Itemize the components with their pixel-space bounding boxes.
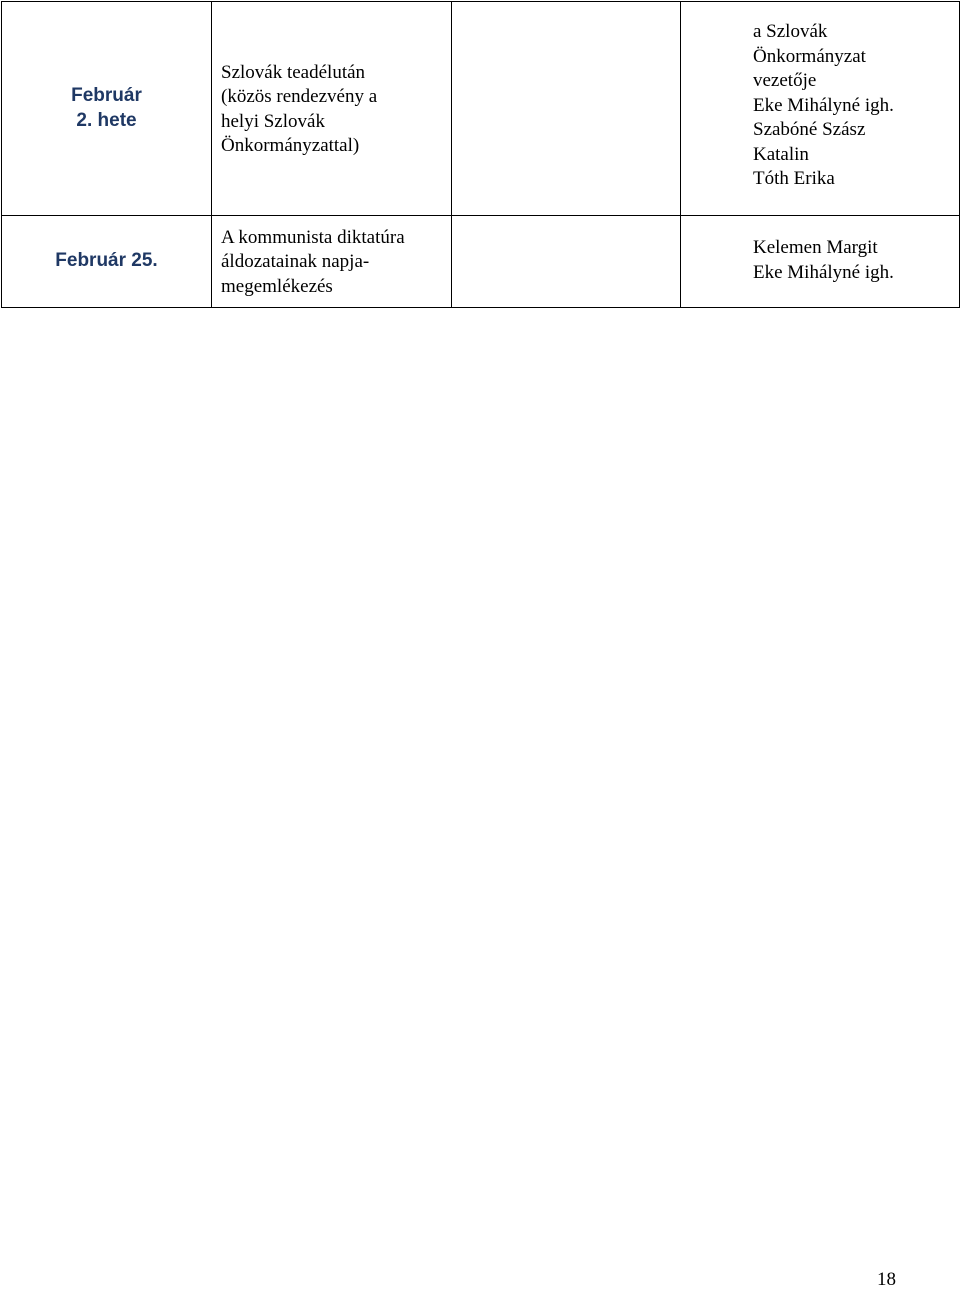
event-line: Önkormányzattal) [221, 135, 360, 156]
event-line: A kommunista diktatúra [221, 226, 405, 248]
date-cell [2, 216, 212, 308]
responsible-cell [681, 216, 960, 308]
event-line: helyi Szlovák [221, 110, 325, 132]
responsible-line: Tóth Erika [753, 168, 835, 189]
responsible-line: Eke Mihályné igh. [753, 261, 894, 283]
date-cell [2, 2, 212, 216]
table-row [2, 216, 960, 308]
responsible-line: Eke Mihályné igh. [753, 94, 894, 116]
responsible-line: Katalin [753, 143, 809, 165]
event-line: áldozatainak napja- [221, 251, 370, 273]
date-line: Február 25. [55, 250, 158, 272]
schedule-table [1, 1, 960, 308]
event-line: megemlékezés [221, 275, 333, 297]
event-line: Szlovák teadélután [221, 61, 366, 83]
responsible-line: Szabóné Szász [753, 119, 866, 140]
event-cell [212, 216, 452, 308]
date-line: Február [71, 85, 142, 106]
responsible-cell [681, 2, 960, 216]
empty-cell [452, 216, 681, 308]
table-row [2, 2, 960, 216]
responsible-line: a Szlovák [753, 21, 828, 42]
event-cell [212, 2, 452, 216]
event-line: (közös rendezvény a [221, 86, 378, 107]
empty-cell [452, 2, 681, 216]
responsible-line: Kelemen Margit [753, 237, 878, 258]
date-line: 2. hete [76, 109, 137, 131]
responsible-line: vezetője [753, 70, 817, 91]
responsible-line: Önkormányzat [753, 45, 866, 67]
page-number: 18 [877, 1269, 896, 1290]
